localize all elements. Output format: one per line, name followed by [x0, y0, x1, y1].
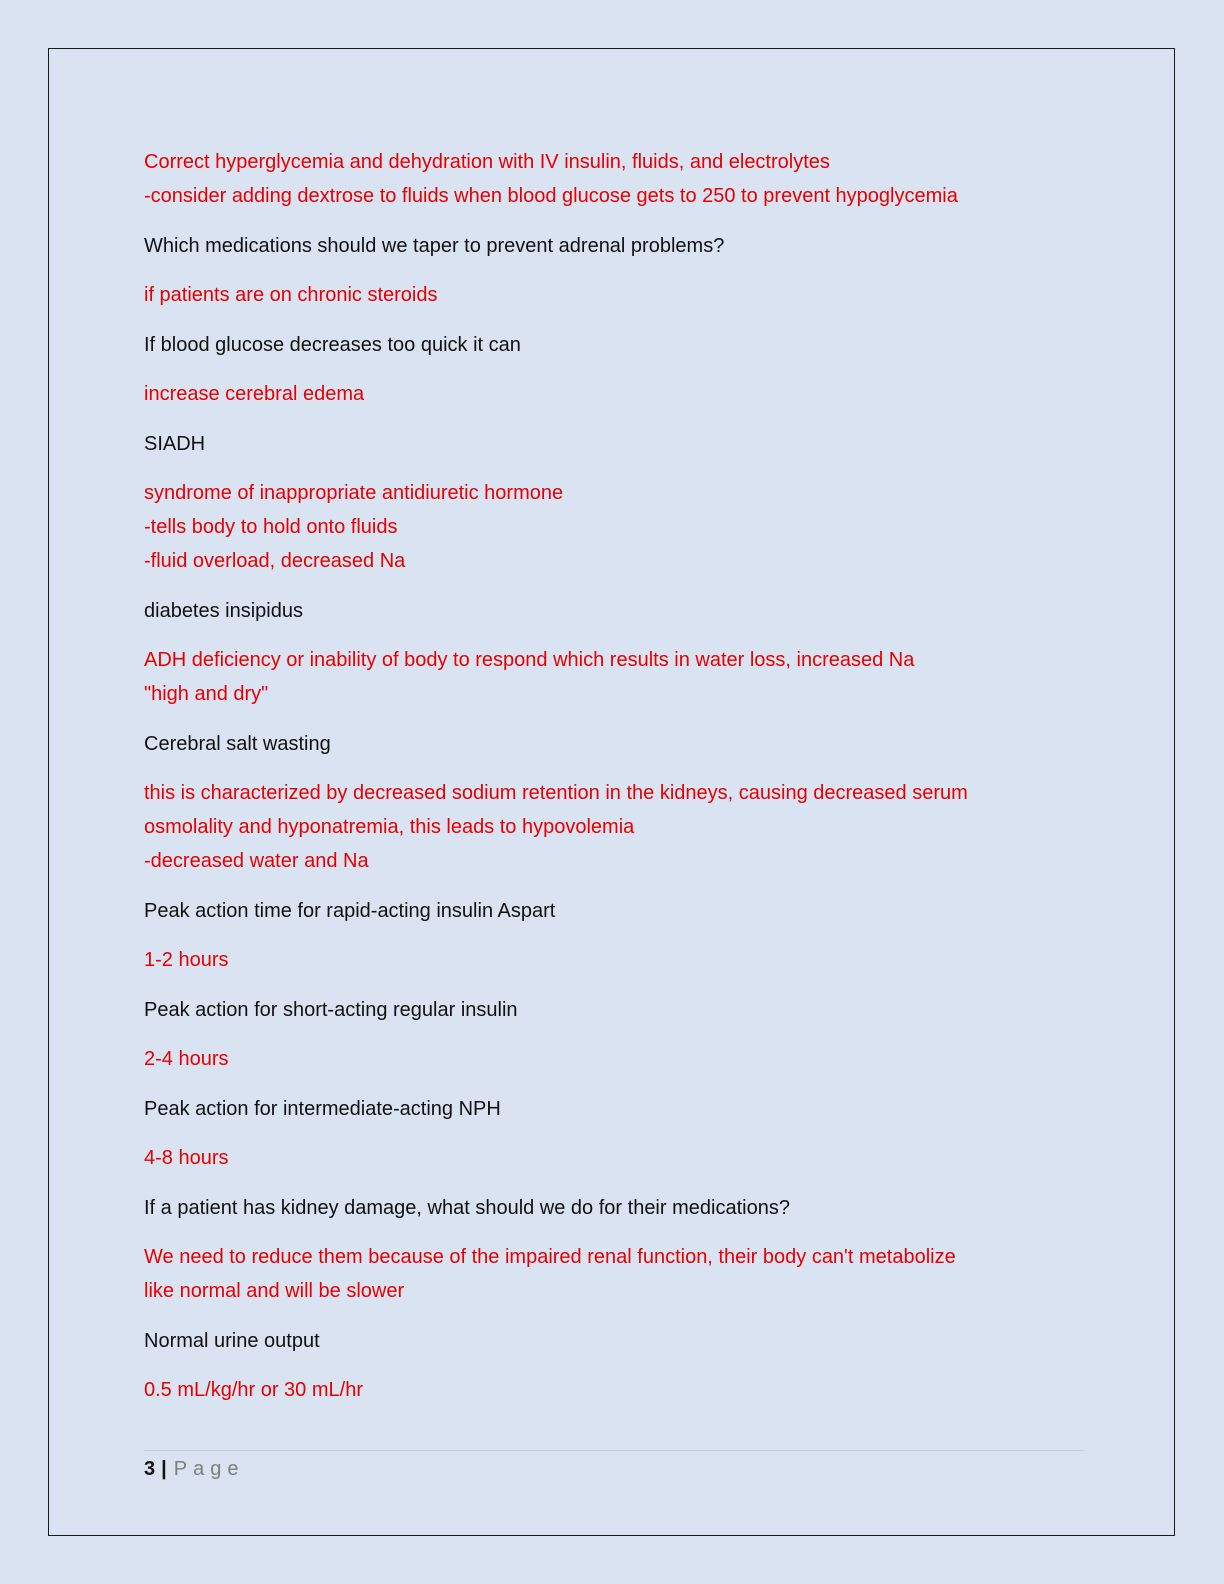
answer-line: 2-4 hours	[144, 1048, 229, 1070]
question-line: Cerebral salt wasting	[144, 732, 331, 755]
question-line: SIADH	[144, 432, 206, 455]
question-block	[144, 328, 1084, 362]
answer-line: increase cerebral edema	[144, 383, 365, 405]
answer-line: -fluid overload, decreased Na	[144, 550, 406, 572]
question-block	[144, 1191, 1084, 1225]
answer-line: We need to reduce them because of the impaired renal function, their body can't metabolize	[144, 1246, 956, 1268]
question-line: diabetes insipidus	[144, 599, 303, 622]
answer-line: ADH deficiency or inability of body to respond which results in water loss, increased Na	[144, 649, 915, 671]
answer-block	[144, 943, 1084, 977]
question-block	[144, 427, 1084, 461]
answer-line: like normal and will be slower	[144, 1280, 405, 1302]
answer-block	[144, 1042, 1084, 1076]
question-block	[144, 1092, 1084, 1126]
answer-block	[144, 776, 1084, 878]
question-block	[144, 894, 1084, 928]
answer-line: -tells body to hold onto fluids	[144, 516, 398, 538]
answer-line: "high and dry"	[144, 683, 269, 705]
answer-line: 1-2 hours	[144, 949, 229, 971]
answer-block	[144, 145, 1084, 213]
question-block	[144, 229, 1084, 263]
question-line: If blood glucose decreases too quick it can	[144, 333, 521, 356]
question-line: Which medications should we taper to prevent adrenal problems?	[144, 234, 725, 257]
answer-block	[144, 643, 1084, 711]
answer-block	[144, 377, 1084, 411]
answer-line: osmolality and hyponatremia, this leads to hypovolemia	[144, 816, 635, 838]
answer-line: if patients are on chronic steroids	[144, 284, 438, 306]
footer-divider	[144, 1450, 1084, 1451]
question-line: If a patient has kidney damage, what should we do for their medications?	[144, 1196, 790, 1219]
answer-line: -consider adding dextrose to fluids when blood glucose gets to 250 to prevent hypoglycemia	[144, 185, 958, 207]
answer-block	[144, 1240, 1084, 1308]
document-content	[144, 145, 1084, 1423]
answer-block	[144, 1373, 1084, 1407]
question-line: Normal urine output	[144, 1329, 320, 1352]
answer-block	[144, 476, 1084, 578]
answer-block	[144, 278, 1084, 312]
page-number: 3	[144, 1458, 156, 1480]
question-line: Peak action time for rapid-acting insulin Aspart	[144, 899, 556, 922]
footer-separator: |	[161, 1458, 167, 1480]
question-block	[144, 993, 1084, 1027]
answer-line: syndrome of inappropriate antidiuretic hormone	[144, 482, 564, 504]
page-footer	[144, 1452, 244, 1486]
answer-block	[144, 1141, 1084, 1175]
answer-line: Correct hyperglycemia and dehydration with IV insulin, fluids, and electrolytes	[144, 151, 830, 173]
question-block	[144, 727, 1084, 761]
question-block	[144, 1324, 1084, 1358]
answer-line: 4-8 hours	[144, 1147, 229, 1169]
question-line: Peak action for short-acting regular insulin	[144, 998, 518, 1021]
question-line: Peak action for intermediate-acting NPH	[144, 1097, 501, 1120]
question-block	[144, 594, 1084, 628]
answer-line: this is characterized by decreased sodium retention in the kidneys, causing decreased serum	[144, 782, 968, 804]
page-label: Page	[173, 1458, 245, 1480]
answer-line: 0.5 mL/kg/hr or 30 mL/hr	[144, 1379, 363, 1401]
answer-line: -decreased water and Na	[144, 850, 369, 872]
